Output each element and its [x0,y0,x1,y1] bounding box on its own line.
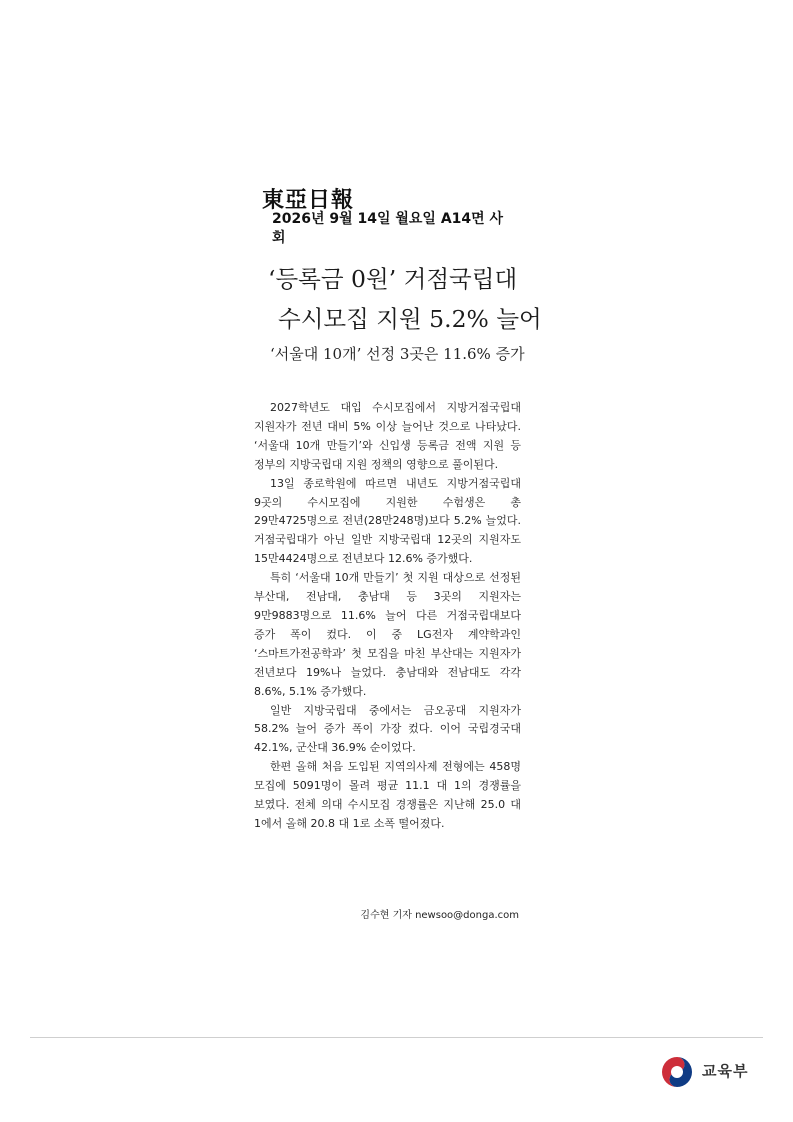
publication-dateline: 2026년 9월 14일 월요일 A14면 사회 [272,211,504,246]
ministry-of-education-logo [659,1051,759,1091]
headline-line-1: ‘등록금 0원’ 거점국립대 [268,265,518,293]
article-paragraph: 특히 ‘서울대 10개 만들기’ 첫 지원 대상으로 선정된 부산대, 전남대, 충남대 등 3곳의 지원자는 9만9883명으로 11.6% 늘어 다른 거점국립대보다 증가 폭이 컸다. 이 중 LG전자 계약학과인 ‘스마트가전공학과’ 첫 모집을 마친 부산대는 지원자가 전년보다 19%나 늘었다. 충남대와 전남대도 각각 8.6%, 5.1% 증가했다. [254,571,521,698]
footer-divider [30,1037,763,1038]
article-paragraph: 한편 올해 처음 도입된 지역의사제 전형에는 458명 모집에 5091명이 몰려 평균 11.1 대 1의 경쟁률을 보였다. 전체 의대 수시모집 경쟁률은 지난해 25.0 대 1에서 올해 20.8 대 1로 소폭 떨어졌다. [254,760,521,830]
headline-line-2: 수시모집 지원 5.2% 늘어 [278,305,542,333]
article-paragraph: 13일 종로학원에 따르면 내년도 지방거점국립대 9곳의 수시모집에 지원한 수험생은 총 29만4725명으로 전년(28만248명)보다 5.2% 늘었다. 거점국립대가 아닌 일반 지방국립대 12곳의 지원자도 15만4424명으로 전년보다 12.6% 증가했다. [254,476,521,566]
taegeuk-icon [659,1054,695,1090]
article-subheadline: ‘서울대 10개’ 선정 3곳은 11.6% 증가 [270,345,525,363]
article-paragraph: 2027학년도 대입 수시모집에서 지방거점국립대 지원자가 전년 대비 5% 이상 늘어난 것으로 나타났다. ‘서울대 10개 만들기’와 신입생 등록금 전액 지원 등 정부의 지방국립대 지원 정책의 영향으로 풀이된다. [254,401,521,471]
article-headline [268,259,542,339]
article-paragraph: 일반 지방국립대 중에서는 금오공대 지원자가 58.2% 늘어 증가 폭이 가장 컸다. 이어 국립경국대 42.1%, 군산대 36.9% 순이었다. [254,703,521,755]
ministry-name: 교육부 [702,1062,749,1080]
article-byline: 김수현 기자 newsoo@donga.com [360,910,519,921]
newspaper-masthead: 東亞日報 [262,187,355,213]
article-body [254,399,521,834]
